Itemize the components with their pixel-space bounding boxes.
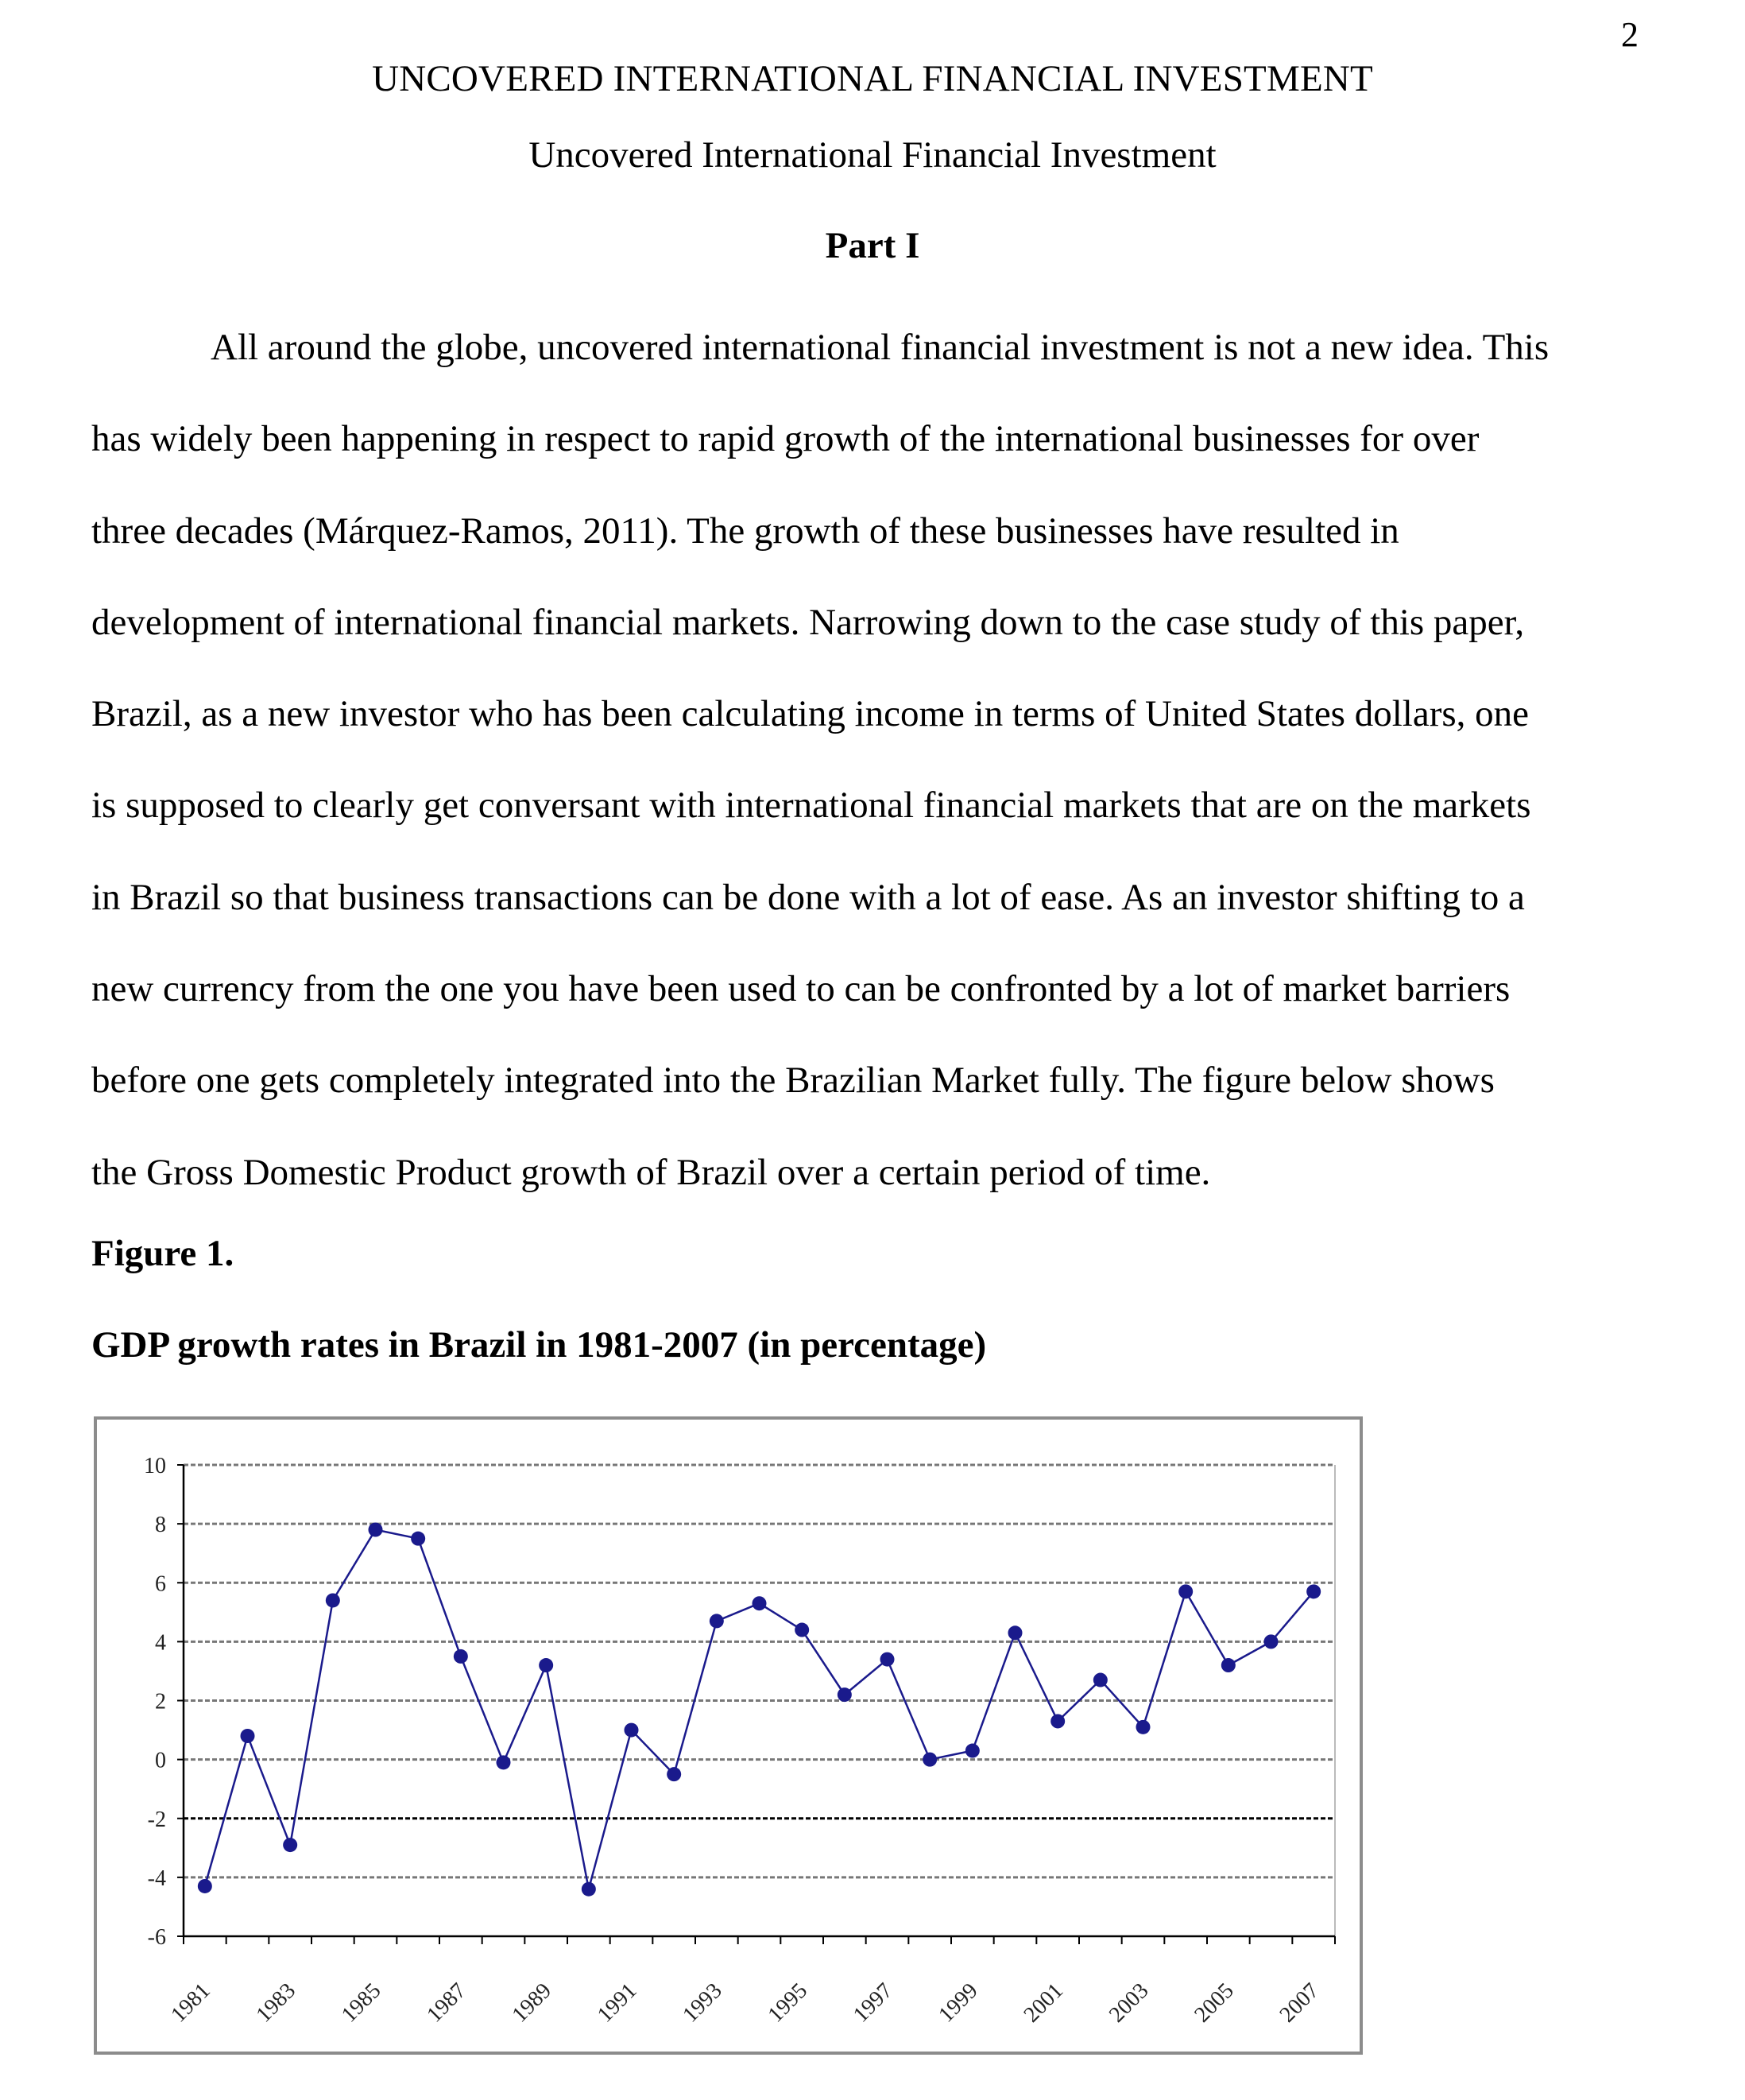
- paragraph-line: before one gets completely integrated into the Brazilian Market fully. The figure below shows: [91, 1060, 1495, 1102]
- x-tick-label: 1989: [507, 1978, 557, 2028]
- section-heading: Part I: [825, 225, 920, 266]
- y-tick-label: 8: [155, 1513, 166, 1538]
- data-point: [369, 1523, 383, 1537]
- data-point: [625, 1723, 639, 1738]
- x-tick-label: 1991: [592, 1978, 642, 2028]
- x-tick-label: 2005: [1190, 1978, 1239, 2028]
- data-point: [539, 1658, 553, 1672]
- x-tick-label: 2003: [1104, 1978, 1154, 2028]
- data-point: [1136, 1720, 1151, 1734]
- data-point: [1306, 1584, 1321, 1598]
- x-tick-label: 1987: [422, 1978, 471, 2028]
- gdp-chart: [94, 1416, 1363, 2055]
- x-tick-label: 2001: [1019, 1978, 1069, 2028]
- y-tick-label: -4: [147, 1866, 166, 1891]
- x-tick-label: 1993: [678, 1978, 727, 2028]
- paragraph-line: has widely been happening in respect to rapid growth of the international businesses for over: [91, 418, 1480, 460]
- x-tick-label: 1983: [251, 1978, 301, 2028]
- data-point: [1178, 1584, 1193, 1598]
- data-point: [283, 1838, 297, 1852]
- data-point: [1221, 1658, 1236, 1672]
- y-tick-label: 2: [155, 1689, 166, 1714]
- data-point: [198, 1879, 212, 1893]
- x-tick-label: 1981: [166, 1978, 215, 2028]
- data-point: [497, 1755, 511, 1769]
- x-tick-label: 1995: [763, 1978, 813, 2028]
- paragraph-line: is supposed to clearly get conversant with international financial markets that are on the markets: [91, 785, 1531, 827]
- data-point: [1264, 1634, 1279, 1649]
- running-head: UNCOVERED INTERNATIONAL FINANCIAL INVESTMENT: [372, 58, 1373, 99]
- paragraph-line: Brazil, as a new investor who has been calculating income in terms of United States dollars, one: [91, 693, 1529, 735]
- data-point: [1050, 1714, 1065, 1728]
- line-chart: [97, 1420, 1360, 2052]
- data-point: [880, 1652, 895, 1667]
- y-tick-label: 4: [155, 1630, 166, 1656]
- data-point: [582, 1882, 596, 1897]
- figure-title: GDP growth rates in Brazil in 1981-2007 (in percentage): [91, 1324, 987, 1366]
- x-tick-label: 1997: [848, 1978, 898, 2028]
- data-point: [411, 1532, 425, 1546]
- data-point: [326, 1593, 340, 1607]
- x-tick-label: 1985: [336, 1978, 386, 2028]
- body-paragraph: [91, 302, 1649, 1219]
- y-tick-label: -2: [147, 1807, 166, 1832]
- data-point: [1008, 1625, 1023, 1640]
- data-point: [965, 1744, 980, 1758]
- paragraph-line: All around the globe, uncovered international financial investment is not a new idea. This: [211, 327, 1550, 368]
- data-point: [753, 1596, 767, 1610]
- x-tick-label: 1999: [934, 1978, 983, 2028]
- data-point: [923, 1753, 937, 1767]
- paragraph-line: in Brazil so that business transactions can be done with a lot of ease. As an investor shifting to a: [91, 876, 1525, 918]
- paragraph-line: three decades (Márquez-Ramos, 2011). The growth of these businesses have resulted in: [91, 510, 1399, 552]
- data-point: [667, 1767, 681, 1781]
- paragraph-line: new currency from the one you have been used to can be confronted by a lot of market barriers: [91, 968, 1511, 1010]
- y-tick-label: 6: [155, 1571, 166, 1597]
- data-point: [795, 1623, 809, 1637]
- figure-label: Figure 1.: [91, 1233, 234, 1274]
- page-number: 2: [1621, 15, 1639, 54]
- paper-title: Uncovered International Financial Investment: [528, 134, 1217, 176]
- paragraph-line: development of international financial markets. Narrowing down to the case study of this paper,: [91, 601, 1525, 643]
- data-point: [710, 1614, 724, 1628]
- paragraph-line: the Gross Domestic Product growth of Brazil over a certain period of time.: [91, 1151, 1211, 1193]
- x-tick-label: 2007: [1275, 1978, 1325, 2028]
- data-point: [241, 1729, 255, 1743]
- y-tick-label: 0: [155, 1748, 166, 1773]
- data-point: [1093, 1673, 1108, 1687]
- data-point: [838, 1687, 852, 1702]
- y-tick-label: -6: [147, 1925, 166, 1950]
- data-point: [454, 1649, 468, 1664]
- y-tick-label: 10: [144, 1454, 166, 1478]
